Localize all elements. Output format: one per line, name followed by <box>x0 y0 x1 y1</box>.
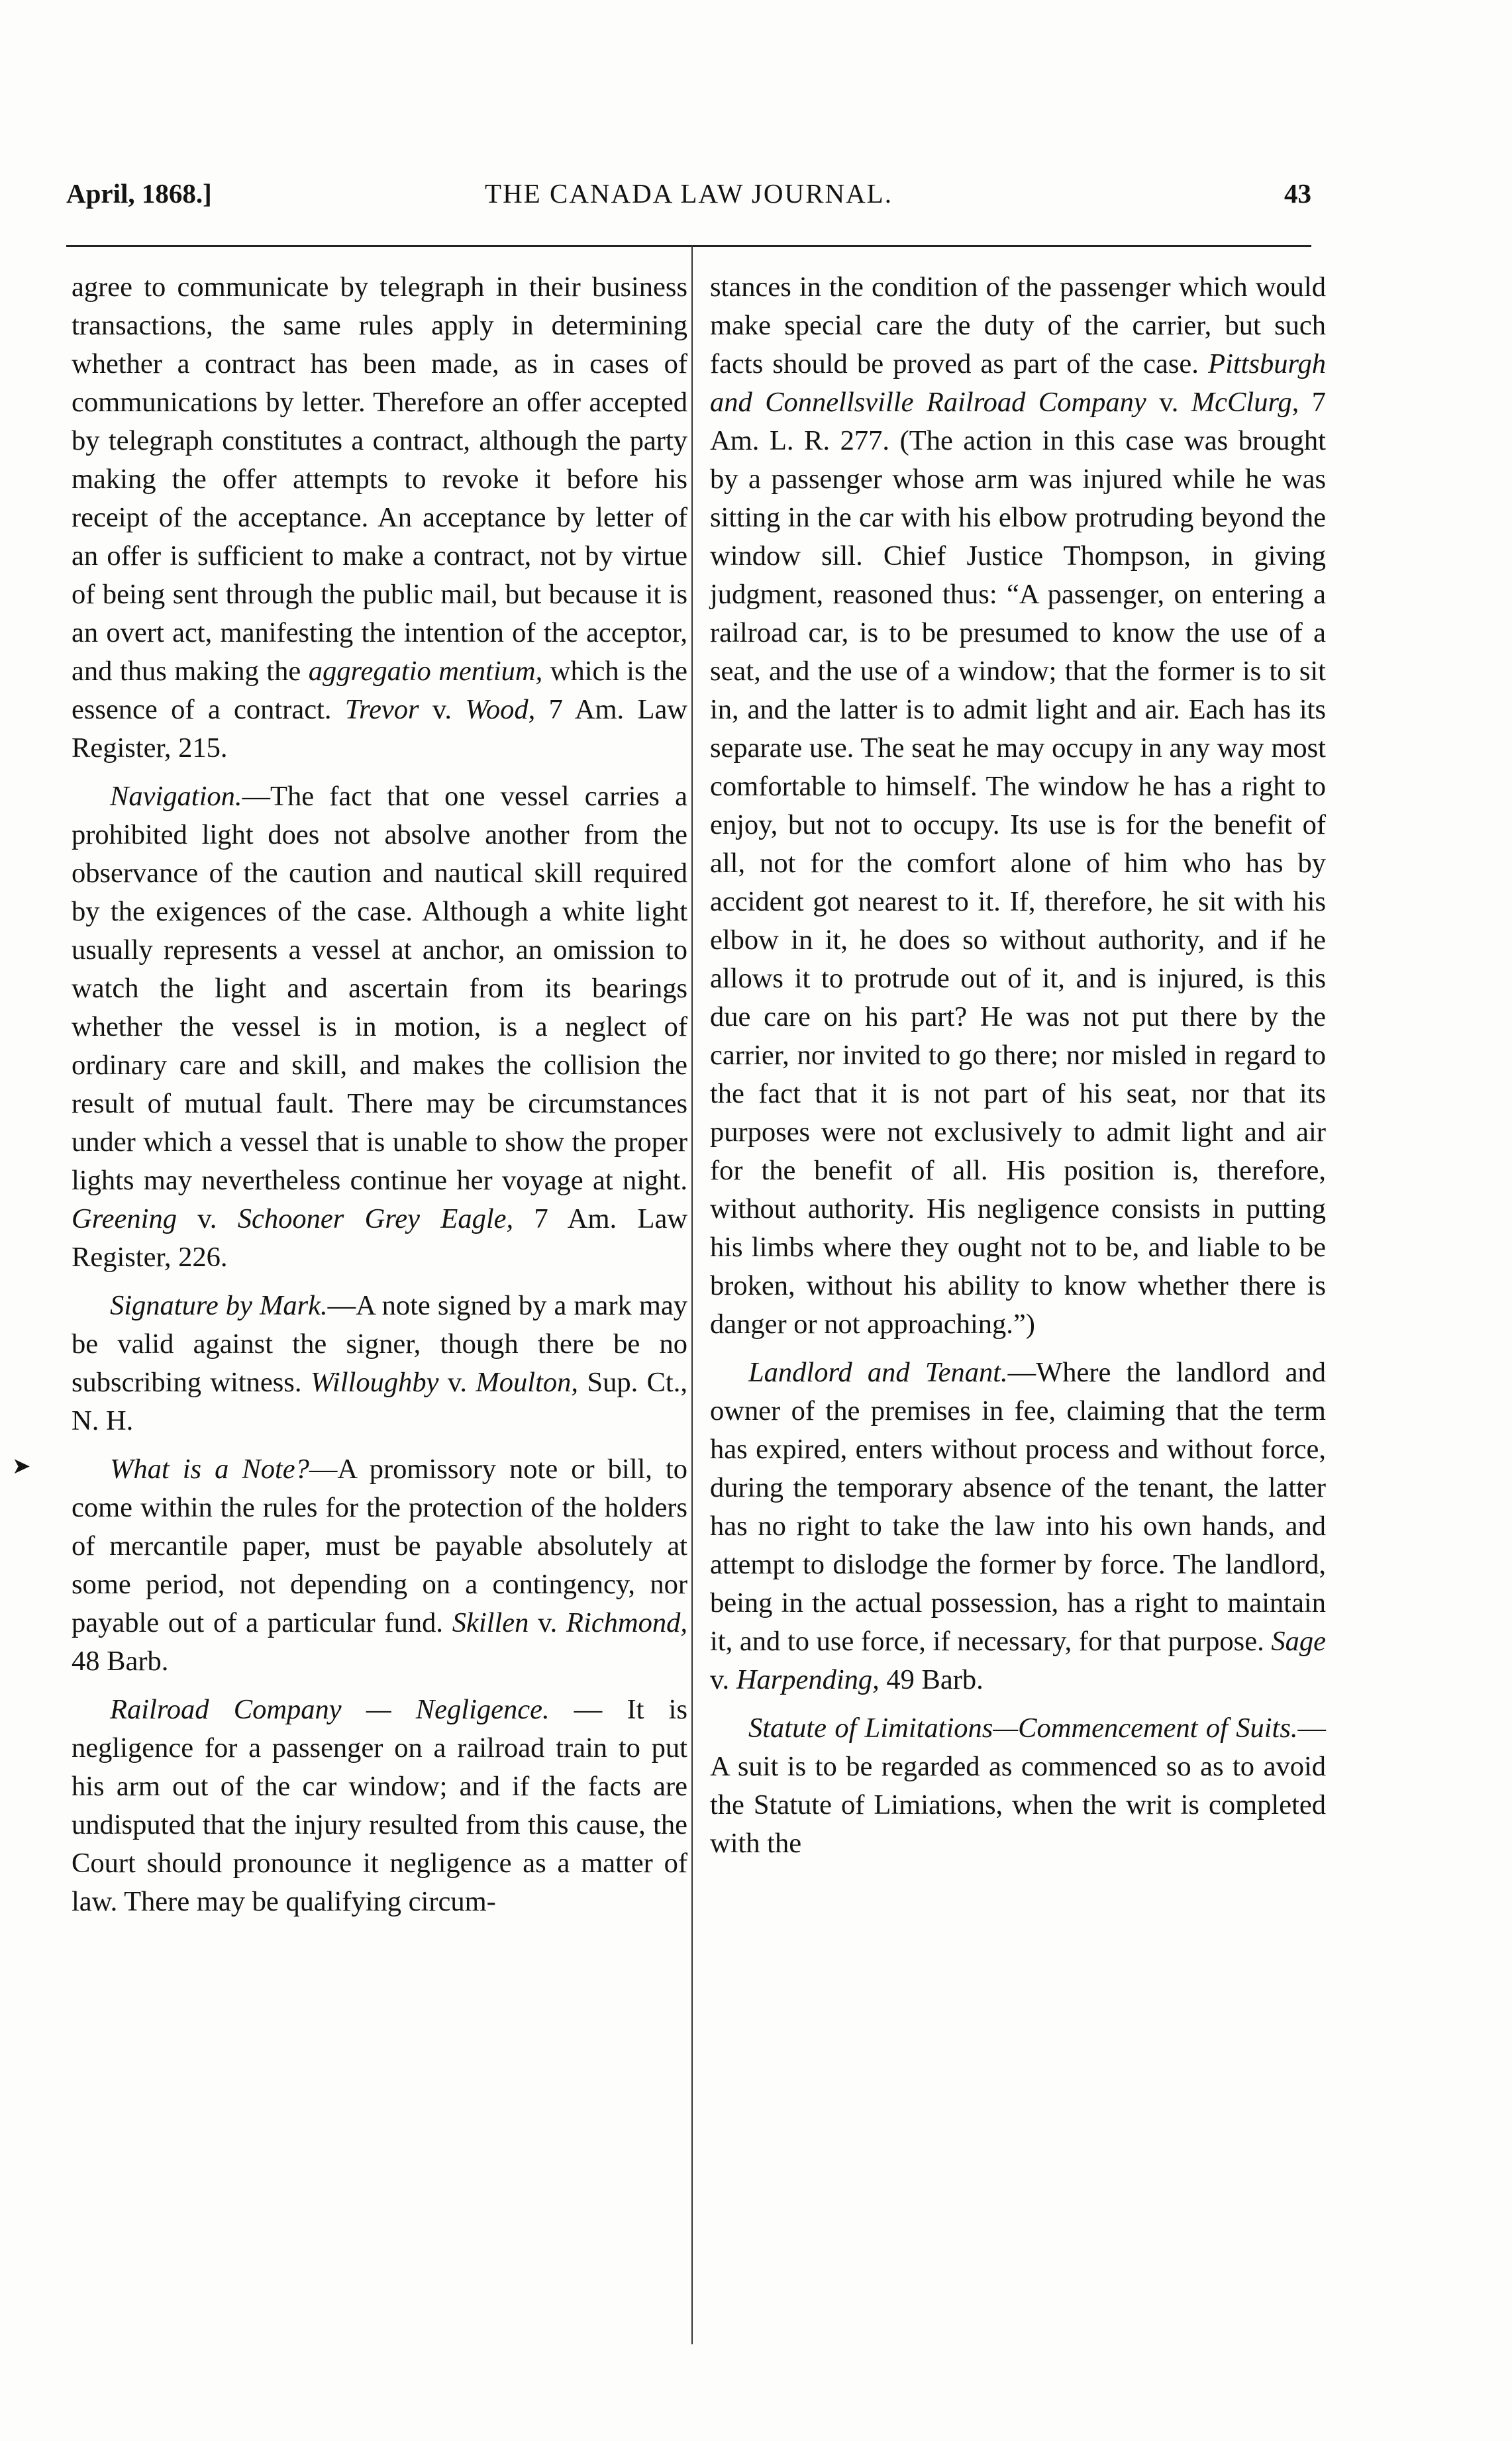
margin-arrow-icon: ➤ <box>12 1454 31 1479</box>
case-party: Greening <box>72 1203 177 1234</box>
case-party: Skillen <box>452 1607 529 1638</box>
case-party: Harpending, <box>736 1664 880 1695</box>
running-header <box>66 174 1311 220</box>
case-party: Trevor <box>344 694 419 725</box>
issue-date: April, 1868.] <box>66 178 212 209</box>
citation: 7 Am. Law Register, 215. <box>72 694 687 764</box>
right-column <box>710 268 1326 1863</box>
case-party: Wood, <box>465 694 536 725</box>
left-column <box>72 268 687 1921</box>
citation: 7 Am. Law Register, 226. <box>72 1203 688 1273</box>
case-party: Sage <box>1271 1626 1326 1657</box>
paragraph-railroad-negligence: Railroad Company — Negligence. — It is negligence for a passenger on a railroad train to put his arm out of the car window; and if the facts are undisputed that the injury resulted from this cause, the Court should pronounce it negligence as a matter of law. There may be qualifying circum- <box>72 1694 687 1917</box>
page-number: 43 <box>1284 178 1311 209</box>
case-party: Schooner Grey Eagle, <box>237 1203 514 1234</box>
case-party: Richmond, <box>566 1607 687 1638</box>
section-heading: Railroad Company — Negligence. <box>110 1694 550 1725</box>
paragraph-signature-by-mark: Signature by Mark.—A note signed by a mark may be valid against the signer, though there be no subscribing witness. Willoughby v. Moulton, Sup. Ct., N. H. <box>72 1290 687 1436</box>
citation: 49 Barb. <box>879 1664 983 1695</box>
case-party: Pittsburgh and Connellsville Railroad Company <box>710 348 1326 418</box>
citation: 48 Barb. <box>72 1646 169 1677</box>
paragraph-what-is-a-note: What is a Note?—A promissory note or bill, to come within the rules for the protection of the holders of mercantile paper, must be payable absolutely at some period, not depending on a contingency, nor payable out of a particular fund. Skillen v. Richmond, 48 Barb. <box>72 1454 688 1677</box>
paragraph-navigation: Navigation.—The fact that one vessel carries a prohibited light does not absolve another from the observance of the caution and nautical skill required by the exigences of the case. Although a white light usually represents a vessel at anchor, an omission to watch the light and ascertain from its bearings whether the vessel is in motion, is a neglect of ordinary care and skill, and makes the collision the result of mutual fault. There may be circumstances under which a vessel that is unable to show the proper lights may nevertheless continue her voyage at night. Greening v. Schooner Grey Eagle, 7 Am. Law Register, 226. <box>72 781 688 1273</box>
case-party: Willoughby <box>310 1367 439 1398</box>
paragraph-telegraph-contract: agree to communicate by telegraph in their business transactions, the same rules apply in determining whether a contract has been made, as in cases of communications by letter. Therefore an offer accepted by telegraph constitutes a contract, although the party making the offer attempts to revoke it before his receipt of the acceptance. An acceptance by letter of an offer is sufficient to make a contract, not by virtue of being sent through the public mail, but because it is an overt act, manifesting the intention of the acceptor, and thus making the aggregatio mentium, which is the essence of a contract. Trevor v. Wood, 7 Am. Law Register, 215. <box>72 272 687 764</box>
citation: Sup. Ct., N. H. <box>72 1367 687 1436</box>
journal-title: THE CANADA LAW JOURNAL. <box>485 178 893 209</box>
section-heading: Navigation. <box>110 781 242 812</box>
section-heading: Statute of Limitations—Commencement of Suits. <box>748 1713 1298 1744</box>
case-party: Moulton, <box>476 1367 579 1398</box>
paragraph-statute-limitations: Statute of Limitations—Commencement of Suits.—A suit is to be regarded as commenced so as to avoid the Statute of Limiations, when the writ is completed with the <box>710 1713 1326 1859</box>
case-party: McClurg, <box>1191 387 1299 418</box>
paragraph-railroad-continued: stances in the condition of the passenger which would make special care the duty of the carrier, but such facts should be proved as part of the case. Pittsburgh and Connellsville Railroad Company v. McClurg, 7 Am. L. R. 277. (The action in this case was brought by a passenger whose arm was injured while he was sitting in the car with his elbow protruding beyond the window sill. Chief Justice Thompson, in giving judgment, reasoned thus: “A passenger, on entering a railroad car, is to be presumed to know the use of a seat, and the use of a window; that the former is to sit in, and the latter is to admit light and air. Each has its separate use. The seat he may occupy in any way most comfortable to himself. The window he has a right to enjoy, but not to occupy. Its use is for the benefit of all, not for the comfort alone of him who has by accident got nearest to it. If, therefore, he sit with his elbow in it, he does so without authority, and if he allows it to protrude out of it, and is injured, is this due care on his part? He was not put there by the carrier, nor invited to go there; nor misled in regard to the fact that it is not part of his seat, nor that its purposes were not exclusively to admit light and air for the benefit of all. His position is, therefore, without authority. His negligence consists in putting his limbs where they ought not to be, and liable to be broken, without his ability to know whether there is danger or not approaching.”) <box>710 272 1326 1340</box>
section-heading: What is a Note? <box>110 1454 309 1485</box>
paragraph-landlord-tenant: Landlord and Tenant.—Where the landlord and owner of the premises in fee, claiming that the term has expired, enters without process and without force, during the temporary absence of the tenant, the latter has no right to take the law into his own hands, and attempt to dislodge the former by force. The landlord, being in the actual possession, has a right to maintain it, and to use force, if necessary, for that purpose. Sage v. Harpending, 49 Barb. <box>710 1357 1326 1695</box>
header-rule <box>66 245 1311 247</box>
section-heading: Signature by Mark. <box>110 1290 328 1321</box>
column-divider <box>691 245 693 2344</box>
latin-phrase: aggregatio mentium, <box>308 656 543 687</box>
section-heading: Landlord and Tenant. <box>748 1357 1008 1388</box>
